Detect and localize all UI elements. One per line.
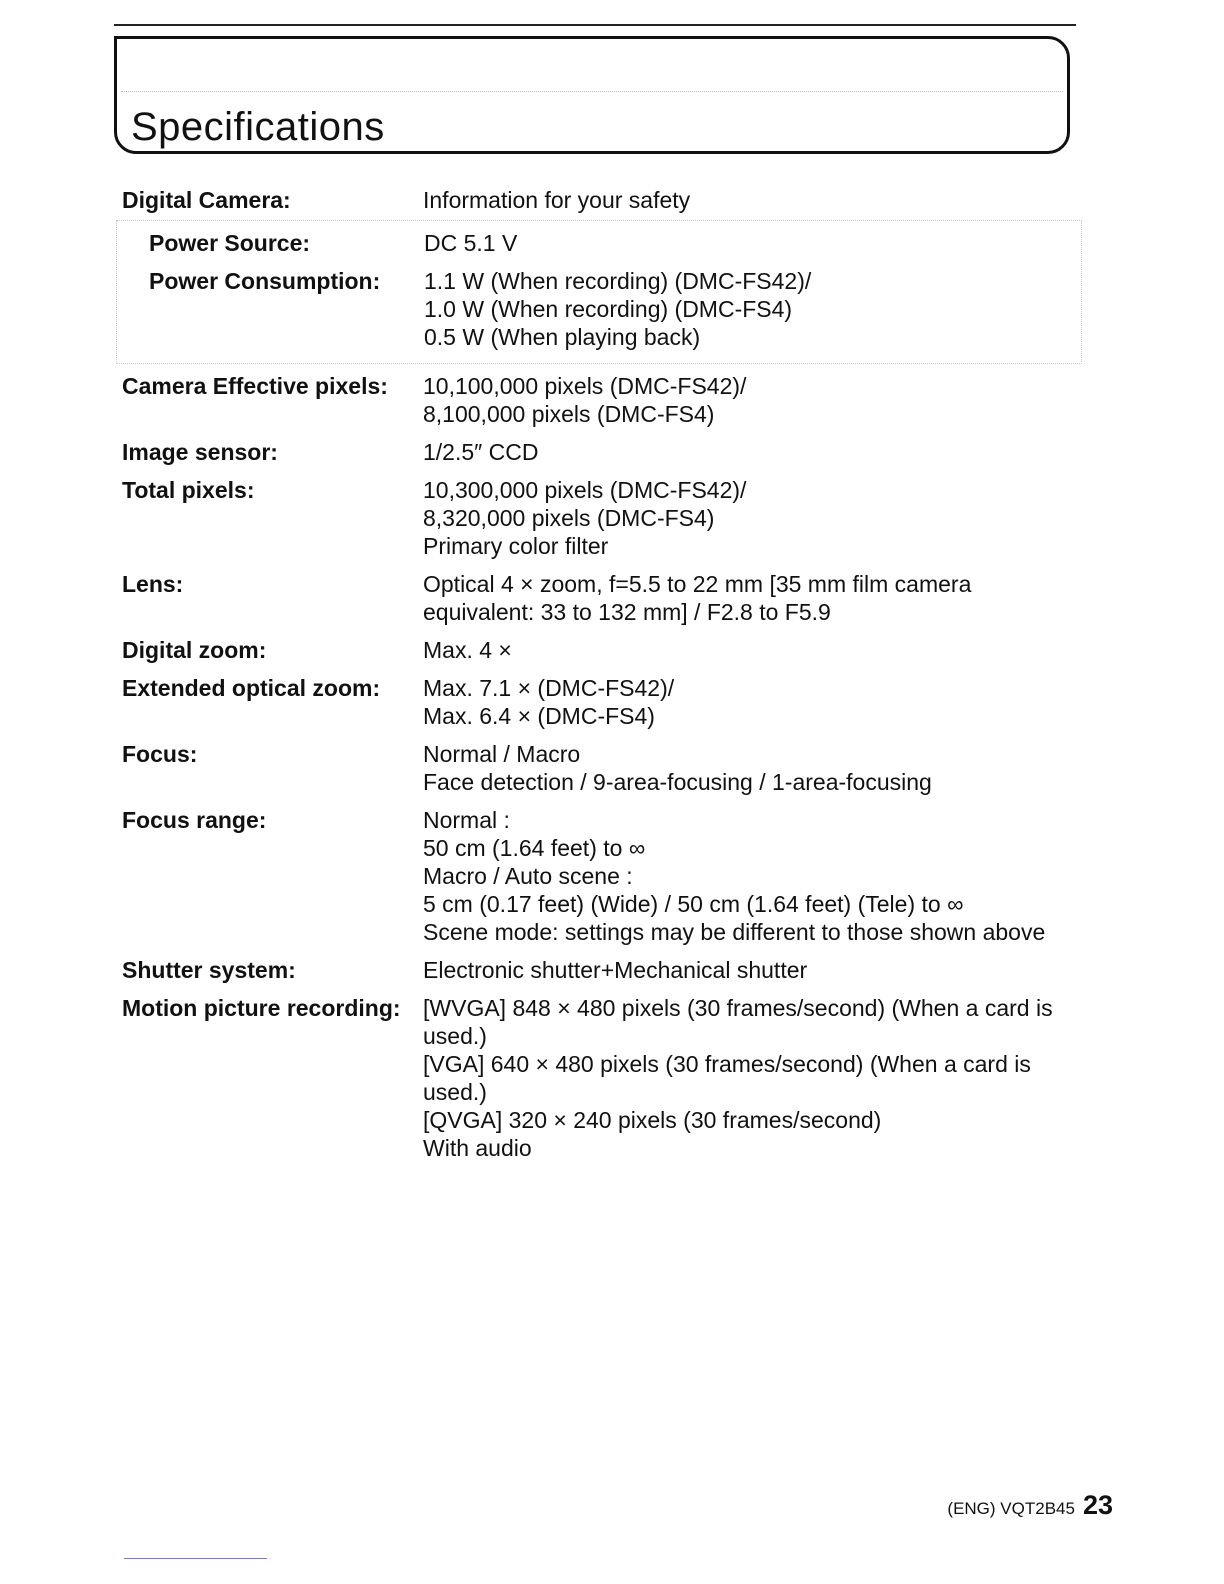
spec-table [122,186,1082,1172]
spec-value-line: 8,100,000 pixels (DMC-FS4) [423,401,715,427]
spec-value-line: 50 cm (1.64 feet) to ∞ [423,835,646,861]
spec-label: Extended optical zoom: [122,675,381,701]
spec-value-line: With audio [423,1135,532,1161]
spec-label: Total pixels: [122,477,255,503]
spec-row-focus-range [122,806,1082,946]
spec-value [423,186,1082,214]
spec-value [423,956,1082,984]
spec-value [423,636,1082,664]
spec-value [423,570,1082,626]
spec-value-line: 10,300,000 pixels (DMC-FS42)/ [423,477,747,503]
spec-value-line: 5 cm (0.17 feet) (Wide) / 50 cm (1.64 feet) (Tele) to ∞ [423,891,964,917]
spec-value-line: Max. 7.1 × (DMC-FS42)/ [423,675,675,701]
spec-value-line: 1.0 W (When recording) (DMC-FS4) [424,296,793,322]
spec-value-line: 8,320,000 pixels (DMC-FS4) [423,505,715,531]
spec-value [423,740,1082,796]
spec-value-line: [VGA] 640 × 480 pixels (30 frames/second) (When a card is used.) [423,1051,1031,1105]
spec-label: Power Source: [149,230,311,256]
spec-row-extended-optical-zoom [122,674,1082,730]
spec-label: Camera Effective pixels: [122,373,388,399]
spec-row-lens [122,570,1082,626]
title-box [114,36,1070,154]
spec-value [423,476,1082,560]
spec-value-line: Max. 6.4 × (DMC-FS4) [423,703,655,729]
bottom-edge-mark [124,1558,267,1559]
spec-value-line: 10,100,000 pixels (DMC-FS42)/ [423,373,747,399]
spec-row-image-sensor [122,438,1082,466]
spec-label: Image sensor: [122,439,278,465]
spec-value-line: Normal / Macro [423,741,581,767]
spec-value-line: 0.5 W (When playing back) [424,324,701,350]
spec-label: Focus: [122,741,198,767]
spec-row-focus [122,740,1082,796]
spec-value [424,267,1081,351]
spec-label: Digital zoom: [122,637,267,663]
spec-value-line: DC 5.1 V [424,230,518,256]
spec-label: Power Consumption: [149,268,381,294]
power-group-box [116,220,1082,364]
spec-value-line: Primary color filter [423,533,609,559]
spec-value-line: 1.1 W (When recording) (DMC-FS42)/ [424,268,812,294]
spec-label: Focus range: [122,807,267,833]
spec-row-digital-camera [122,186,1082,214]
spec-value-line: Optical 4 × zoom, f=5.5 to 22 mm [35 mm film camera equivalent: 33 to 132 mm] / F2.8 to F5.9 [423,571,972,625]
spec-value [424,229,1081,257]
page-footer [947,1490,1113,1521]
spec-row-effective-pixels [122,372,1082,428]
document-code: (ENG) VQT2B45 [947,1499,1075,1518]
spec-label: Lens: [122,571,184,597]
spec-value [423,438,1082,466]
spec-value-line: Scene mode: settings may be different to those shown above [423,919,1046,945]
spec-value-line: Electronic shutter+Mechanical shutter [423,957,808,983]
spec-label: Shutter system: [122,957,296,983]
spec-value [423,994,1082,1162]
spec-row-motion-picture [122,994,1082,1162]
title-box-divider [121,91,1063,92]
spec-value-line: Macro / Auto scene : [423,863,633,889]
spec-row-power-source [123,229,1081,257]
spec-value [423,806,1082,946]
spec-value-line: [QVGA] 320 × 240 pixels (30 frames/second) [423,1107,882,1133]
page-title: Specifications [131,105,385,149]
spec-label: Digital Camera: [122,187,291,213]
spec-value-line: [WVGA] 848 × 480 pixels (30 frames/second) (When a card is used.) [423,995,1053,1049]
page-number: 23 [1082,1490,1113,1520]
spec-row-total-pixels [122,476,1082,560]
spec-value-line: Face detection / 9-area-focusing / 1-area-focusing [423,769,932,795]
spec-value [423,372,1082,428]
spec-value-line: 1/2.5″ CCD [423,439,539,465]
spec-value-line: Normal : [423,807,510,833]
spec-value [423,674,1082,730]
spec-label: Motion picture recording: [122,995,401,1021]
spec-row-shutter-system [122,956,1082,984]
top-rule [114,24,1076,26]
spec-value-line: Max. 4 × [423,637,512,663]
spec-row-power-consumption [123,267,1081,351]
spec-row-digital-zoom [122,636,1082,664]
spec-value-line: Information for your safety [423,187,691,213]
